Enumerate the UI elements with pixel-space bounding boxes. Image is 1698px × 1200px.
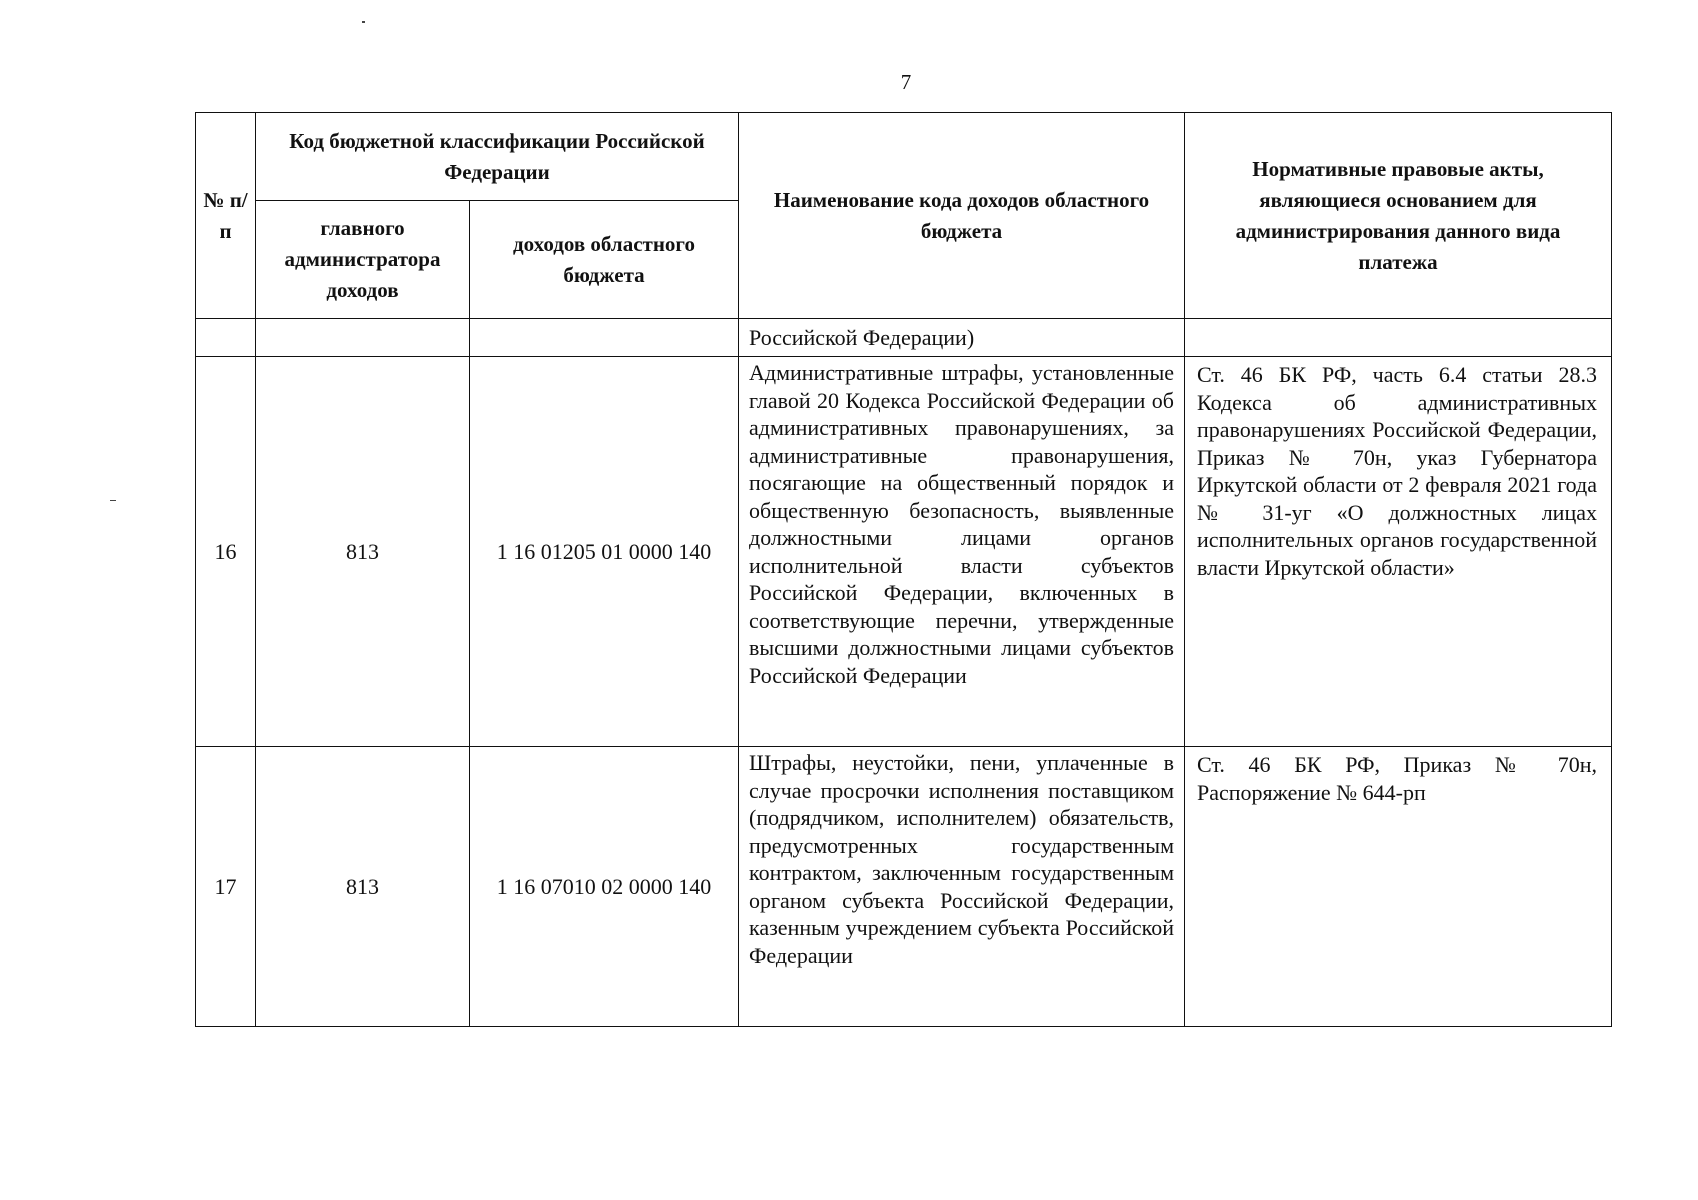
header-legal-acts: Нормативные правовые акты, являющиеся основанием для администрирования данного вида платежа — [1185, 113, 1612, 319]
header-kbk-group: Код бюджетной классификации Российской Федерации — [256, 113, 739, 201]
table-row-continuation — [196, 319, 1612, 357]
budget-classification-table — [195, 112, 1612, 1027]
page-number: 7 — [900, 70, 912, 94]
header-revenue-name: Наименование кода доходов областного бюджета — [739, 113, 1185, 319]
cell-revenue-name: Административные штрафы, установленные главой 20 Кодекса Российской Федерации об административных правонарушениях, за административные правонарушения, посягающие на общественный порядок и общественную безопасность, выявленные должностными лицами органов исполнительной власти субъектов Российской Федерации, включенных в соответствующие перечни, утвержденные высшими должностными лицами субъектов Российской Федерации — [739, 357, 1185, 747]
cell-revenue-code: 1 16 01205 01 0000 140 — [470, 357, 739, 747]
cell-legal-acts: Ст. 46 БК РФ, Приказ № 70н, Распоряжение № 644-рп — [1185, 747, 1612, 1027]
cell-revenue-code: 1 16 07010 02 0000 140 — [470, 747, 739, 1027]
cell-revenue-code — [470, 319, 739, 357]
cell-revenue-name: Российской Федерации) — [739, 319, 1185, 357]
cell-admin-code: 813 — [256, 747, 470, 1027]
scan-artifact — [110, 500, 116, 501]
cell-number — [196, 319, 256, 357]
cell-admin-code: 813 — [256, 357, 470, 747]
cell-number: 17 — [196, 747, 256, 1027]
scan-artifact — [362, 21, 365, 23]
header-row-number: № п/п — [196, 113, 256, 319]
cell-admin-code — [256, 319, 470, 357]
table-row — [196, 357, 1612, 747]
header-chief-administrator: главного администратора доходов — [256, 201, 470, 319]
cell-legal-acts: Ст. 46 БК РФ, часть 6.4 статьи 28.3 Кодекса об административных правонарушениях Российской Федерации, Приказ № 70н, указ Губернатора Иркутской области от 2 февраля 2021 года № 31-уг «О должностных лицах исполнительных органов государственной власти Иркутской области» — [1185, 357, 1612, 747]
header-regional-revenue: доходов областного бюджета — [470, 201, 739, 319]
table-row — [196, 747, 1612, 1027]
cell-legal-acts — [1185, 319, 1612, 357]
cell-revenue-name: Штрафы, неустойки, пени, уплаченные в случае просрочки исполнения поставщиком (подрядчиком, исполнителем) обязательств, предусмотренных государственным контрактом, заключенным государственным органом субъекта Российской Федерации, казенным учреждением субъекта Российской Федерации — [739, 747, 1185, 1027]
cell-number: 16 — [196, 357, 256, 747]
